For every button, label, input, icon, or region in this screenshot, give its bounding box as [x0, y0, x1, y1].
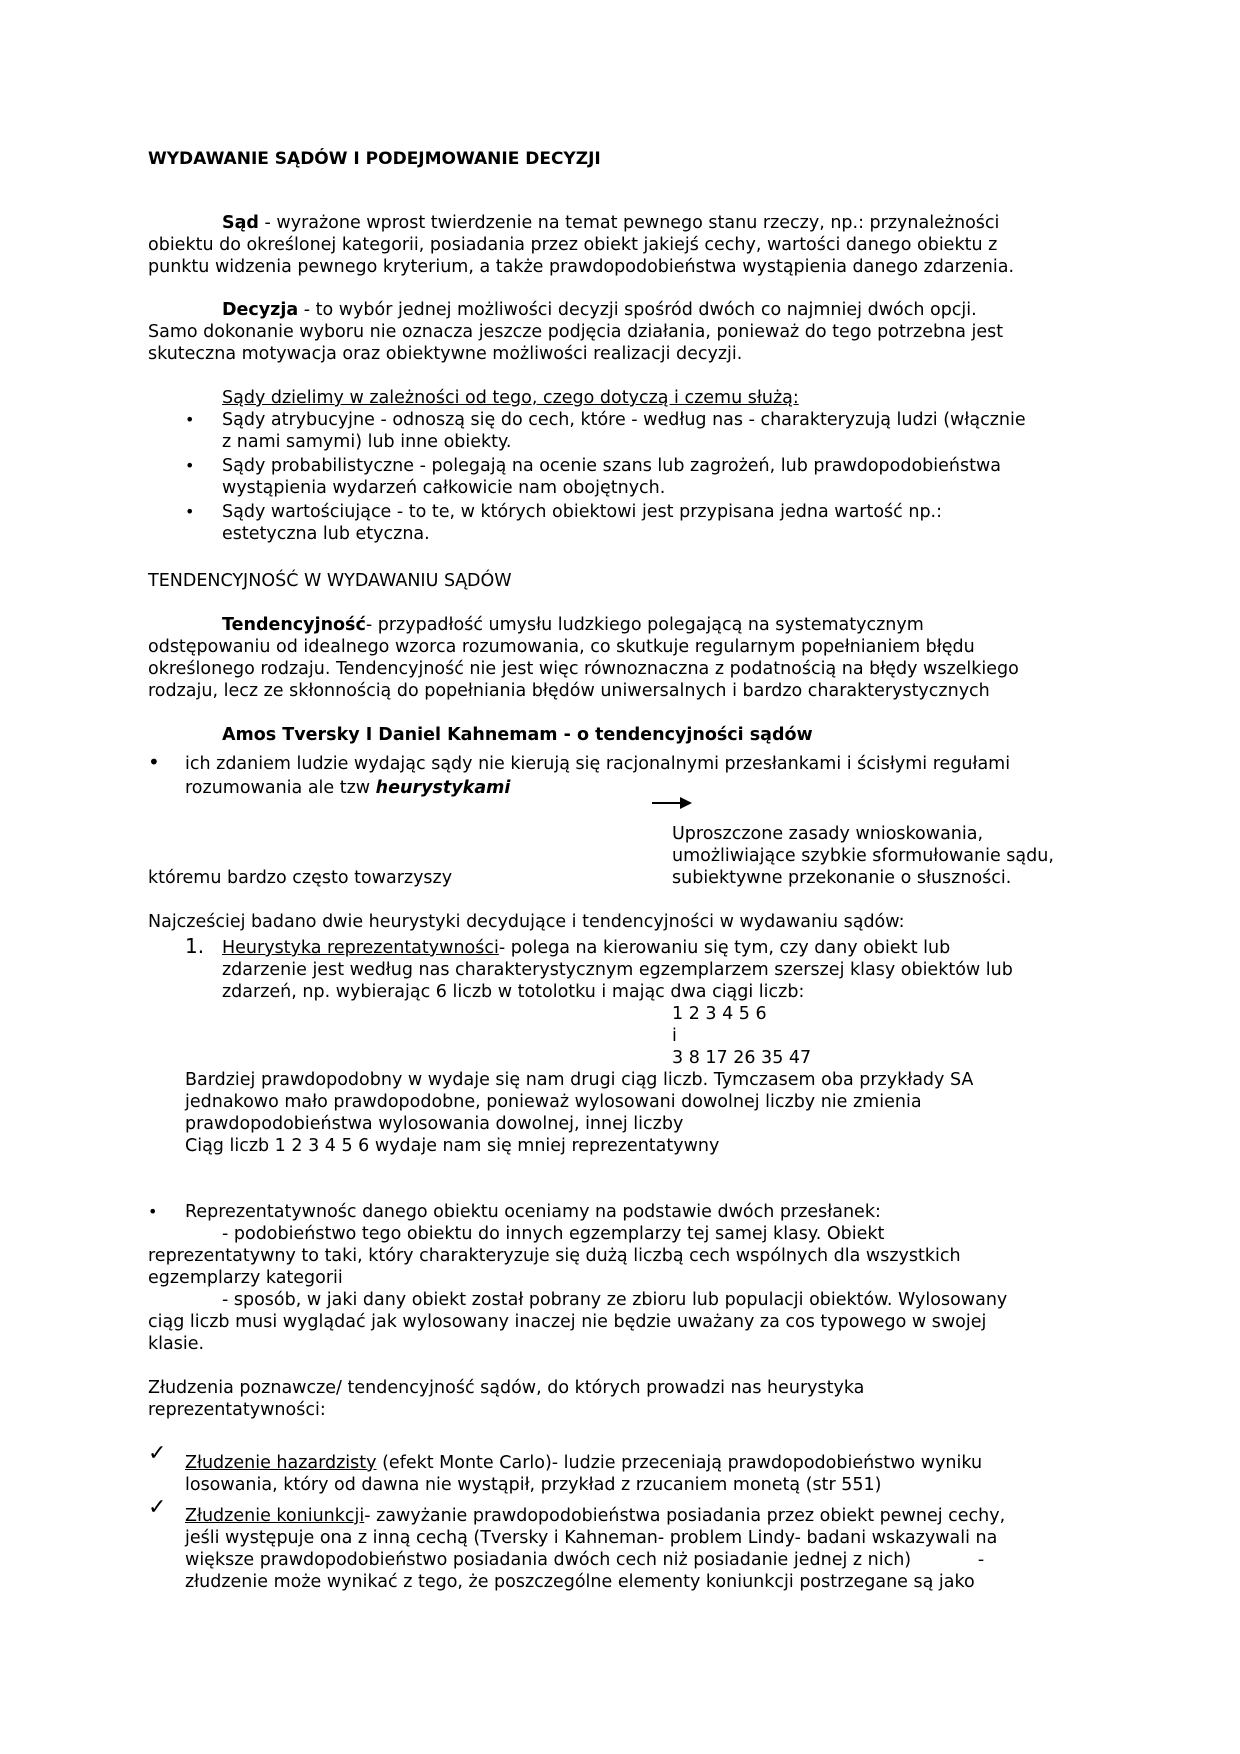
tend-definition: Tendencyjność- przypadłość umysłu ludzkiego polegającą na systematycznym odstępowaniu od idealnego wzorca rozumowania, co skutkuje regularnym popełnianiem błędu określonego rodzaju. Tendencyjność nie jest więc równoznaczna z podatnością na błędy wszelkiego rodzaju, lecz ze skłonnością do popełniania błędów uniwersalnych i bardzo charakterystycznych: [148, 615, 1019, 701]
heur-intro: Najcześciej badano dwie heurystyki decydujące i tendencyjności w wydawaniu sądów:: [148, 912, 905, 932]
types-list: [0, 409, 1240, 547]
heur-term: Heurystyka reprezentatywności: [222, 938, 499, 958]
list-item: • Sądy wartościujące - to te, w których obiektowi jest przypisana jedna wartość np.: estetyczna lub etyczna.: [185, 502, 943, 544]
list-number: 1.: [185, 934, 205, 958]
bullet-icon: •: [148, 750, 160, 774]
decyzja-definition: Decyzja - to wybór jednej możliwości decyzji spośród dwóch co najmniej dwóch opcji. Samo dokonanie wyboru nie oznacza jeszcze podjęcia działania, ponieważ do tego potrzebna jest skuteczna motywacja oraz obiektywne możliwości realizacji decyzji.: [148, 300, 1004, 364]
repr-heading: Reprezentatywnośc danego obiektu oceniamy na podstawie dwóch przesłanek:: [185, 1202, 881, 1222]
sad-term: Sąd: [222, 213, 259, 233]
sequence-2: 3 8 17 26 35 47: [672, 1048, 812, 1068]
heur-definition: Heurystyka reprezentatywności- polega na kierowaniu się tym, czy dany obiekt lub zdarzenie jest według nas charakterystycznym egzemplarzem szerszej klasy obiektów lub zdarzeń, np. wybierając 6 liczb w totolotku i mając dwa ciągi liczb:: [222, 938, 1013, 1002]
heurystyki-definition: Uproszczone zasady wnioskowania, umożliwiające szybkie sformułowanie sądu, subiektywne przekonanie o słuszności.: [672, 824, 1054, 888]
bullet-icon: •: [185, 502, 195, 521]
amos-heading: Amos Tversky I Daniel Kahnemam - o tendencyjności sądów: [222, 725, 813, 745]
arrow-right-icon: [652, 792, 692, 814]
bullet-icon: •: [185, 410, 195, 429]
illus-item-hazard: Złudzenie hazardzisty (efekt Monte Carlo)- ludzie przeceniają prawdopodobieństwo wyniku losowania, który od dawna nie wystąpił, przykład z rzucaniem monetą (str 551): [185, 1453, 983, 1495]
sad-definition: Sąd - wyrażone wprost twierdzenie na temat pewnego stanu rzeczy, np.: przynależności obiektu do określonej kategorii, posiadania przez obiekt jakiejś cechy, wartości danego obiektu z punktu widzenia pewnego kryterium, a także prawdopodobieństwa wystąpienia danego zdarzenia.: [148, 213, 1015, 277]
decyzja-term: Decyzja: [222, 300, 299, 320]
amos-left-note: któremu bardzo często towarzyszy: [148, 868, 453, 888]
repr-text: - podobieństwo tego obiektu do innych egzemplarzy tej samej klasy. Obiekt reprezentatywny to taki, który charakteryzuje się dużą liczbą cech wspólnych dla wszystkich egzemplarzy kategorii - sposób, w jaki dany obiekt został pobrany ze zbioru lub populacji obiektów. Wylosowany ciąg liczb musi wyglądać jak wylosowany inaczej nie będzie uważany za cos typowego w swojej klasie.: [148, 1224, 1008, 1354]
types-heading: Sądy dzielimy w zależności od tego, czego dotyczą i czemu służą:: [222, 388, 799, 408]
illus-term-hazard: Złudzenie hazardzisty: [185, 1453, 377, 1473]
list-item: • Sądy probabilistyczne - polegają na ocenie szans lub zagrożeń, lub prawdopodobieństwa wystąpienia wydarzeń całkowicie nam obojętnych.: [185, 456, 1002, 498]
heur-explanation: Bardziej prawdopodobny w wydaje się nam drugi ciąg liczb. Tymczasem oba przykłady SA jednakowo mało prawdopodobne, ponieważ wylosowani dowolnej liczby nie zmienia prawdopodobieństwa wylosowania dowolnej, innej liczby Ciąg liczb 1 2 3 4 5 6 wydaje nam się mniej reprezentatywny: [185, 1070, 974, 1156]
amos-text: ich zdaniem ludzie wydając sądy nie kierują się racjonalnymi przesłankami i ścisłymi regułami rozumowania ale tzw heurystykami: [185, 754, 1011, 798]
checkmark-icon: ✓: [148, 1441, 167, 1466]
tend-heading: TENDENCYJNOŚĆ W WYDAWANIU SĄDÓW: [148, 571, 512, 591]
heurystyki-term: heurystykami: [375, 778, 511, 798]
bullet-icon: •: [148, 1202, 158, 1221]
sequence-1: 1 2 3 4 5 6: [672, 1004, 767, 1024]
illus-intro: Złudzenia poznawcze/ tendencyjność sądów, do których prowadzi nas heurystyka reprezentatywności:: [148, 1378, 865, 1420]
tend-term: Tendencyjność: [222, 615, 366, 635]
document-title: WYDAWANIE SĄDÓW I PODEJMOWANIE DECYZJI: [148, 149, 601, 169]
checkmark-icon: ✓: [148, 1495, 167, 1520]
list-item: • Sądy atrybucyjne - odnoszą się do cech, które - według nas - charakteryzują ludzi (włącznie z nami samymi) lub inne obiekty.: [185, 410, 1026, 452]
illus-term-koniunkcja: Złudzenie koniunkcji: [185, 1506, 365, 1526]
number-sequences: 1 2 3 4 5 6 i 3 8 17 26 35 47: [672, 1004, 812, 1068]
illus-item-koniunkcja: Złudzenie koniunkcji- zawyżanie prawdopodobieństwa posiadania przez obiekt pewnej cechy, jeśli występuje ona z inną cechą (Tversky i Kahneman- problem Lindy- badani wskazywali na większe prawdopodobieństwo posiadania dwóch cech niż posiadanie jednej z nich) - złudzenie może wynikać z tego, że poszczególne elementy koniunkcji postrzegane są jako: [185, 1506, 1006, 1592]
bullet-icon: •: [185, 456, 195, 475]
